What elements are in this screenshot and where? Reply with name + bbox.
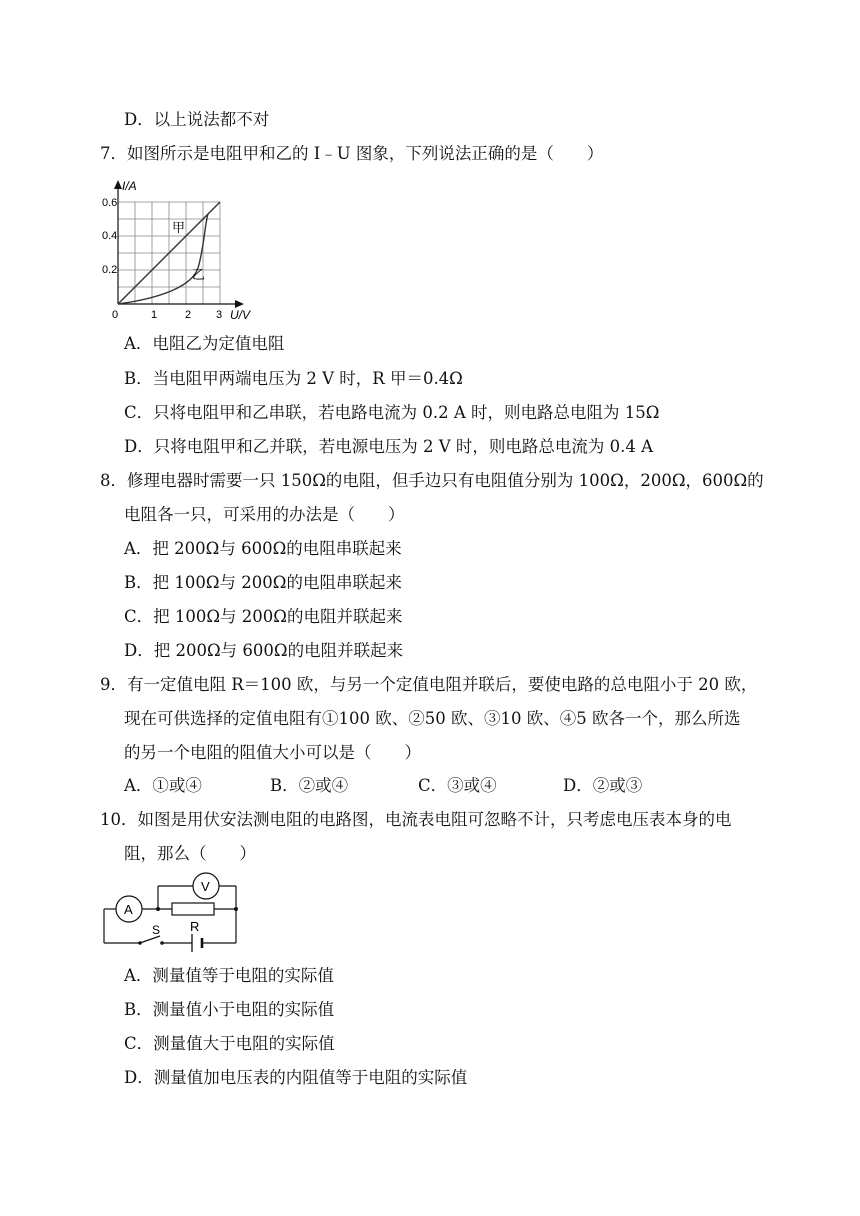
ammeter-icon	[116, 896, 142, 922]
q8-option-b: B．把 100Ω与 200Ω的电阻串联起来	[124, 573, 402, 592]
resistor-icon	[172, 903, 214, 915]
junction-dot	[156, 907, 160, 911]
junction-dot	[234, 907, 238, 911]
q10-option-c: C．测量值大于电阻的实际值	[124, 1034, 335, 1053]
q8-option-c: C．把 100Ω与 200Ω的电阻并联起来	[124, 607, 403, 626]
question-10-line-2: 阻，那么（ ）	[124, 844, 256, 863]
y-axis-arrow-icon	[114, 180, 122, 189]
curve-yi-label: 乙	[192, 267, 206, 282]
q7-option-d: D．只将电阻甲和乙并联，若电源电压为 2 V 时，则电路总电流为 0.4 A	[124, 437, 654, 456]
q7-option-c: C．只将电阻甲和乙串联，若电路电流为 0.2 A 时，则电路总电阻为 15Ω	[124, 403, 660, 422]
q10-option-b: B．测量值小于电阻的实际值	[124, 1000, 335, 1019]
q9-option-c: C．③或④	[418, 776, 497, 795]
voltmeter-icon	[193, 873, 219, 899]
y-tick-label: 0.6	[102, 197, 118, 209]
y-axis-label: I/A	[122, 179, 137, 193]
svg-text:A: A	[124, 902, 133, 917]
curve-jia-label: 甲	[172, 220, 186, 235]
circuit-diagram	[100, 872, 242, 956]
question-9-line-3: 的另一个电阻的阻值大小可以是（ ）	[124, 743, 421, 762]
iu-graph	[102, 178, 262, 324]
q9-option-b: B．②或④	[270, 776, 349, 795]
q8-option-a: A．把 200Ω与 600Ω的电阻串联起来	[124, 539, 402, 558]
x-axis-arrow-icon	[235, 300, 244, 308]
switch-label: S	[152, 923, 161, 937]
switch-icon	[138, 936, 164, 945]
x-tick-label: 1	[151, 309, 158, 320]
q10-option-d: D．测量值加电压表的内阻值等于电阻的实际值	[124, 1068, 468, 1087]
question-10-line-1: 10．如图是用伏安法测电阻的电路图，电流表电阻可忽略不计，只考虑电压表本身的电	[100, 810, 732, 829]
origin-label: 0	[112, 309, 119, 320]
q9-options	[124, 775, 642, 797]
x-axis-label: U/V	[230, 308, 251, 320]
question-9-line-2: 现在可供选择的定值电阻有①100 欧、②50 欧、③10 欧、④5 欧各一个，那么所选	[124, 709, 741, 728]
q10-option-a: A．测量值等于电阻的实际值	[124, 966, 334, 985]
resistor-label: R	[190, 919, 200, 934]
x-tick-label: 2	[185, 309, 192, 320]
q7-option-a: A．电阻乙为定值电阻	[124, 334, 285, 353]
svg-text:V: V	[201, 879, 210, 894]
question-9-line-1: 9．有一定值电阻 R＝100 欧，与另一个定值电阻并联后，要使电路的总电阻小于 20 欧，	[100, 675, 758, 694]
question-8-line-2: 电阻各一只，可采用的办法是（ ）	[124, 505, 405, 524]
q6-option-d: D．以上说法都不对	[124, 110, 270, 129]
x-tick-label: 3	[216, 309, 223, 320]
question-7: 7．如图所示是电阻甲和乙的 I﹣U 图象，下列说法正确的是（ ）	[100, 144, 604, 163]
q7-option-b: B．当电阻甲两端电压为 2 V 时，R 甲＝0.4Ω	[124, 369, 463, 388]
q8-option-d: D．把 200Ω与 600Ω的电阻并联起来	[124, 641, 404, 660]
q9-option-a: A．①或④	[124, 776, 202, 795]
question-8-line-1: 8．修理电器时需要一只 150Ω的电阻，但手边只有电阻值分别为 100Ω，200Ω，600Ω的	[100, 471, 764, 490]
q9-option-d: D．②或③	[563, 776, 643, 795]
y-tick-label: 0.2	[102, 264, 118, 276]
battery-icon	[192, 934, 202, 952]
y-tick-label: 0.4	[102, 230, 118, 242]
